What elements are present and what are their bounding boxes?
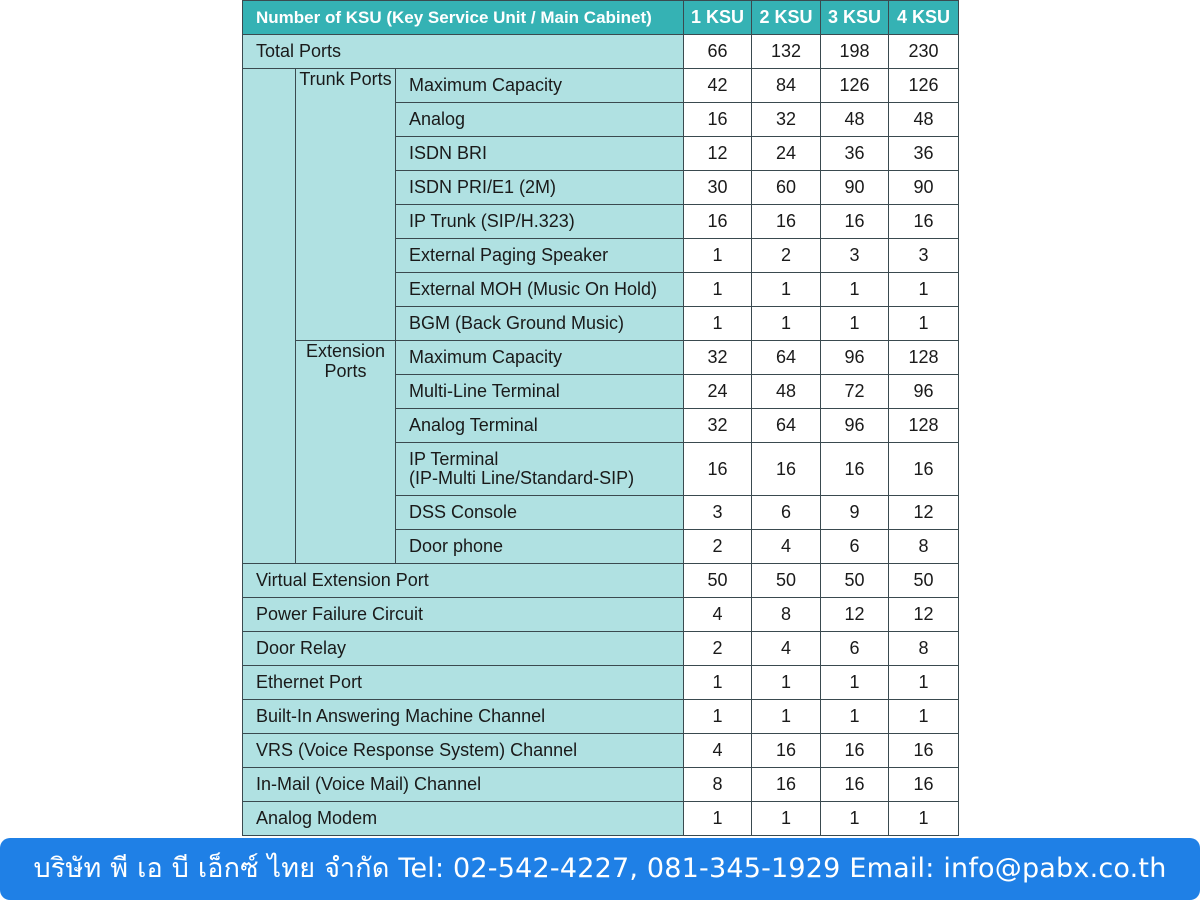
- header-row: [243, 1, 959, 35]
- cell-value: 1: [752, 802, 821, 836]
- cell-value: 1: [821, 273, 889, 307]
- row-label: BGM (Back Ground Music): [396, 307, 684, 341]
- cell-value: 32: [684, 409, 752, 443]
- row-label: ISDN BRI: [396, 137, 684, 171]
- cell-value: 96: [889, 375, 959, 409]
- cell-value: 1: [889, 666, 959, 700]
- cell-value: 1: [752, 666, 821, 700]
- row-label-line-1: IP Terminal: [409, 449, 499, 469]
- trunk-group-label: Trunk Ports: [296, 69, 396, 341]
- cell-value: 1: [684, 273, 752, 307]
- cell-value: 64: [752, 341, 821, 375]
- cell-value: 4: [684, 734, 752, 768]
- cell-value: 6: [752, 496, 821, 530]
- cell-value: 1: [684, 666, 752, 700]
- cell-value: 16: [889, 443, 959, 496]
- row-label: VRS (Voice Response System) Channel: [243, 734, 684, 768]
- cell-value: 50: [752, 564, 821, 598]
- cell-value: 8: [684, 768, 752, 802]
- row-label: Multi-Line Terminal: [396, 375, 684, 409]
- cell-value: 90: [889, 171, 959, 205]
- cell-value: 12: [684, 137, 752, 171]
- table-row-other-6: [243, 734, 959, 768]
- cell-value: 48: [752, 375, 821, 409]
- cell-value: 32: [752, 103, 821, 137]
- cell-value: 2: [684, 632, 752, 666]
- cell-value: 96: [821, 341, 889, 375]
- cell-value: 128: [889, 341, 959, 375]
- cell-value: 16: [752, 205, 821, 239]
- cell-value: 16: [752, 443, 821, 496]
- cell-value: 2: [684, 530, 752, 564]
- row-label: Analog Modem: [243, 802, 684, 836]
- cell-value: 126: [889, 69, 959, 103]
- row-label-line-2: (IP-Multi Line/Standard-SIP): [409, 468, 635, 488]
- cell-value: 3: [821, 239, 889, 273]
- header-col-3: 3 KSU: [821, 1, 889, 35]
- cell-value: 6: [821, 530, 889, 564]
- cell-value: 1: [684, 802, 752, 836]
- row-label: Analog Terminal: [396, 409, 684, 443]
- cell-value: 8: [889, 530, 959, 564]
- cell-value: 32: [684, 341, 752, 375]
- header-title: Number of KSU (Key Service Unit / Main Cabinet): [243, 1, 684, 35]
- header-col-2: 2 KSU: [752, 1, 821, 35]
- cell-value: 12: [889, 598, 959, 632]
- cell-value: 1: [752, 307, 821, 341]
- cell-value: 1: [821, 802, 889, 836]
- row-label: External Paging Speaker: [396, 239, 684, 273]
- row-label: ISDN PRI/E1 (2M): [396, 171, 684, 205]
- row-label: Maximum Capacity: [396, 69, 684, 103]
- cell-value: 16: [821, 205, 889, 239]
- cell-value: 4: [752, 632, 821, 666]
- cell-value: 12: [821, 598, 889, 632]
- cell-value: 84: [752, 69, 821, 103]
- table-row-other-1: [243, 564, 959, 598]
- cell-value: 9: [821, 496, 889, 530]
- cell-value: 132: [752, 35, 821, 69]
- cell-value: 1: [821, 666, 889, 700]
- cell-value: 64: [752, 409, 821, 443]
- row-label: Total Ports: [243, 35, 684, 69]
- cell-value: 4: [684, 598, 752, 632]
- table-row-total-ports: [243, 35, 959, 69]
- cell-value: 48: [889, 103, 959, 137]
- cell-value: 66: [684, 35, 752, 69]
- cell-value: 1: [889, 802, 959, 836]
- cell-value: 3: [889, 239, 959, 273]
- cell-value: 198: [821, 35, 889, 69]
- cell-value: 16: [889, 205, 959, 239]
- cell-value: 30: [684, 171, 752, 205]
- cell-value: 50: [684, 564, 752, 598]
- cell-value: 90: [821, 171, 889, 205]
- table-row-other-7: [243, 768, 959, 802]
- cell-value: 1: [752, 273, 821, 307]
- cell-value: 36: [821, 137, 889, 171]
- cell-value: 1: [821, 700, 889, 734]
- row-label: Door phone: [396, 530, 684, 564]
- cell-value: 24: [752, 137, 821, 171]
- cell-value: 16: [752, 768, 821, 802]
- cell-value: 36: [889, 137, 959, 171]
- cell-value: 16: [684, 205, 752, 239]
- cell-value: 48: [821, 103, 889, 137]
- row-label: External MOH (Music On Hold): [396, 273, 684, 307]
- cell-value: 2: [752, 239, 821, 273]
- ksu-spec-table: [242, 0, 959, 836]
- row-label: [396, 443, 684, 496]
- table-row-other-5: [243, 700, 959, 734]
- cell-value: 6: [821, 632, 889, 666]
- cell-value: 8: [889, 632, 959, 666]
- cell-value: 1: [684, 700, 752, 734]
- cell-value: 24: [684, 375, 752, 409]
- header-col-1: 1 KSU: [684, 1, 752, 35]
- cell-value: 60: [752, 171, 821, 205]
- cell-value: 72: [821, 375, 889, 409]
- row-label: Analog: [396, 103, 684, 137]
- cell-value: 16: [684, 103, 752, 137]
- cell-value: 50: [889, 564, 959, 598]
- group-indent: [243, 341, 296, 564]
- table-row-other-4: [243, 666, 959, 700]
- cell-value: 42: [684, 69, 752, 103]
- cell-value: 16: [821, 443, 889, 496]
- cell-value: 1: [889, 700, 959, 734]
- row-label: Ethernet Port: [243, 666, 684, 700]
- cell-value: 4: [752, 530, 821, 564]
- row-label: Door Relay: [243, 632, 684, 666]
- row-label: IP Trunk (SIP/H.323): [396, 205, 684, 239]
- cell-value: 16: [752, 734, 821, 768]
- row-label: Built-In Answering Machine Channel: [243, 700, 684, 734]
- cell-value: 50: [821, 564, 889, 598]
- table-row-other-2: [243, 598, 959, 632]
- cell-value: 1: [752, 700, 821, 734]
- table-row-other-3: [243, 632, 959, 666]
- cell-value: 1: [889, 307, 959, 341]
- extension-group-label: Extension Ports: [296, 341, 396, 564]
- cell-value: 3: [684, 496, 752, 530]
- cell-value: 16: [821, 768, 889, 802]
- table-row-extension-1: [243, 341, 959, 375]
- row-label: DSS Console: [396, 496, 684, 530]
- cell-value: 16: [821, 734, 889, 768]
- group-indent: [243, 69, 296, 341]
- cell-value: 230: [889, 35, 959, 69]
- cell-value: 128: [889, 409, 959, 443]
- cell-value: 1: [821, 307, 889, 341]
- row-label: Virtual Extension Port: [243, 564, 684, 598]
- row-label: In-Mail (Voice Mail) Channel: [243, 768, 684, 802]
- cell-value: 96: [821, 409, 889, 443]
- cell-value: 1: [684, 307, 752, 341]
- row-label: Power Failure Circuit: [243, 598, 684, 632]
- cell-value: 16: [889, 768, 959, 802]
- table-row-trunk-1: [243, 69, 959, 103]
- cell-value: 16: [684, 443, 752, 496]
- cell-value: 12: [889, 496, 959, 530]
- cell-value: 8: [752, 598, 821, 632]
- table-row-other-8: [243, 802, 959, 836]
- contact-footer-banner: บริษัท พี เอ บี เอ็กซ์ ไทย จำกัด Tel: 02-542-4227, 081-345-1929 Email: info@pabx.co.th: [0, 838, 1200, 900]
- cell-value: 1: [889, 273, 959, 307]
- header-col-4: 4 KSU: [889, 1, 959, 35]
- cell-value: 16: [889, 734, 959, 768]
- row-label: Maximum Capacity: [396, 341, 684, 375]
- cell-value: 126: [821, 69, 889, 103]
- cell-value: 1: [684, 239, 752, 273]
